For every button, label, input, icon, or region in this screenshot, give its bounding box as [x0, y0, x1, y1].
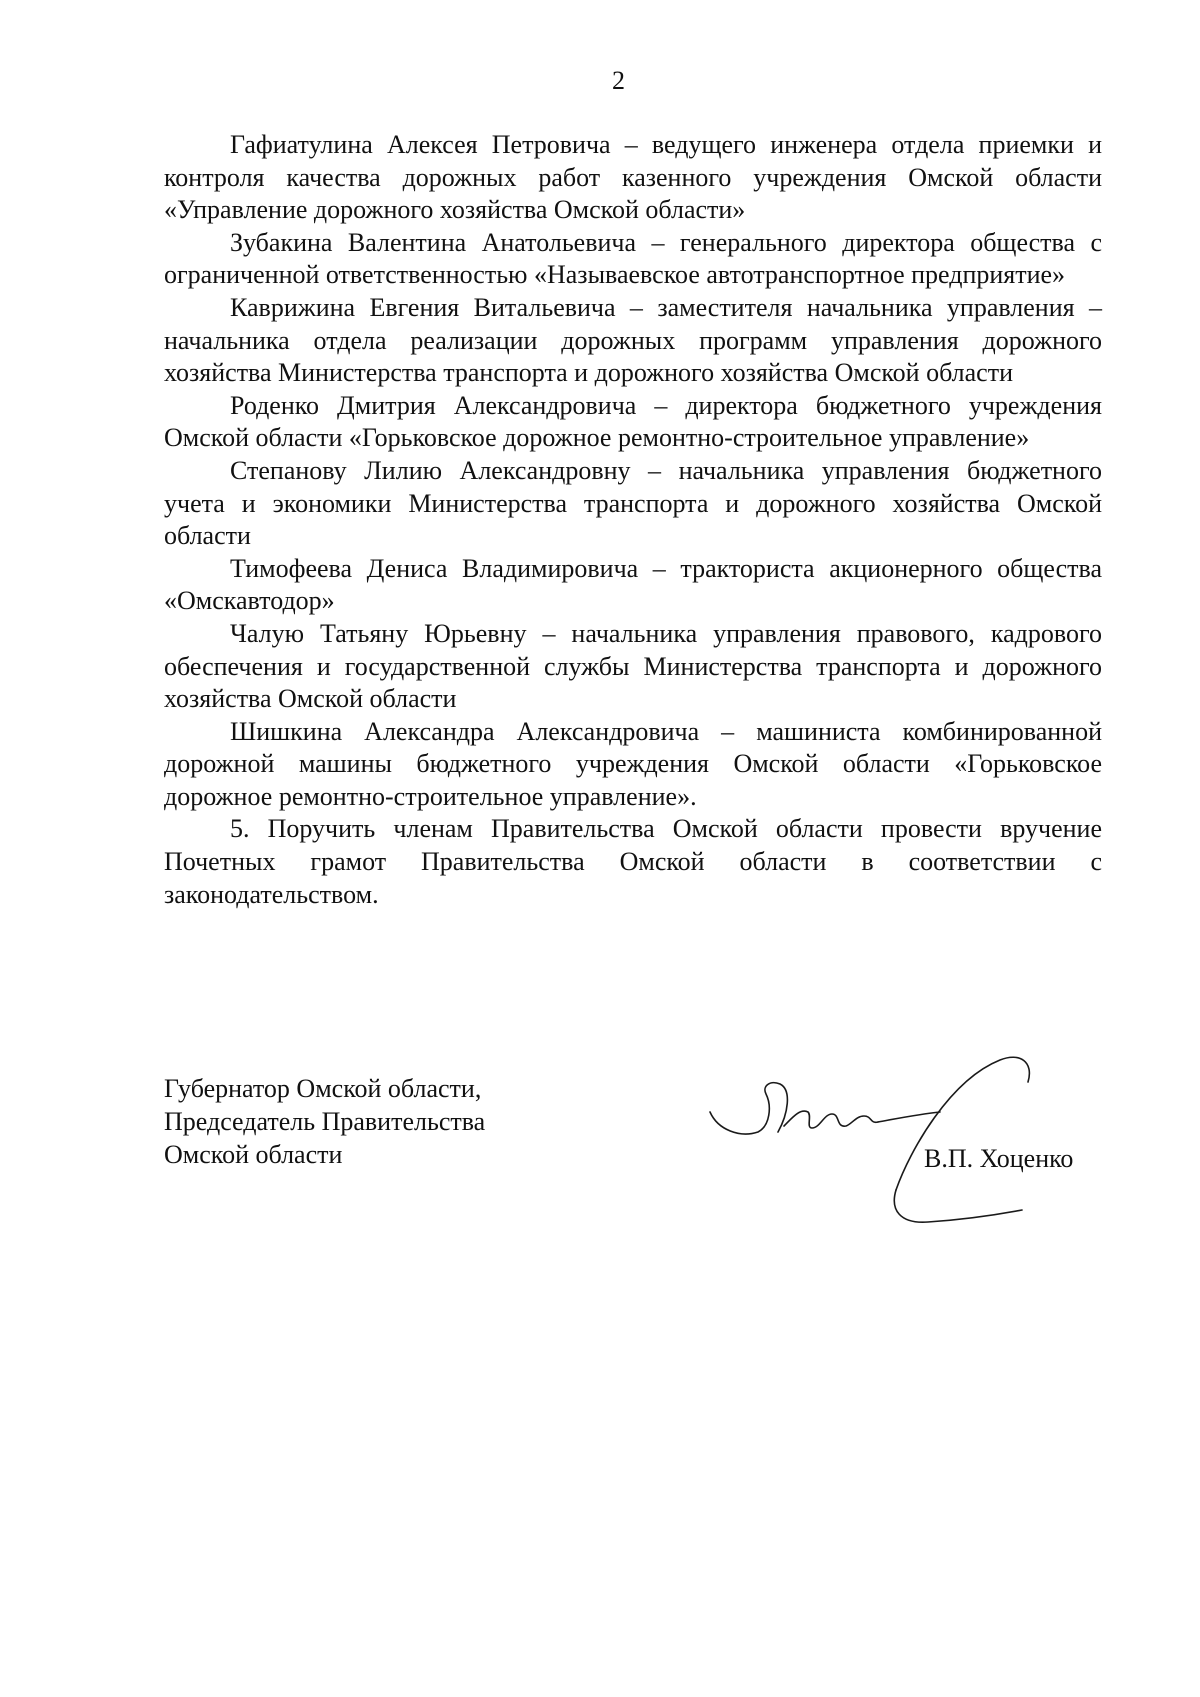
- signatory-title-line: Губернатор Омской области,: [164, 1074, 482, 1103]
- paragraph-timofeev: Тимофеева Дениса Владимировича – тракториста акционерного общества «Омскавтодор»: [164, 553, 1102, 616]
- handwritten-signature: [700, 1040, 1060, 1230]
- signatory-name: В.П. Хоценко: [924, 1144, 1074, 1173]
- paragraph-gafiatulin: Гафиатулина Алексея Петровича – ведущего инженера отдела приемки и контроля качества дорожных работ казенного учреждения Омской области «Управление дорожного хозяйства Омской области»: [164, 130, 1102, 225]
- signatory-title-line: Председатель Правительства: [164, 1107, 486, 1136]
- paragraph-stepanova: Степанову Лилию Александровну – начальника управления бюджетного учета и экономики Министерства транспорта и дорожного хозяйства Омской области: [164, 455, 1102, 551]
- paragraph-chalaya: Чалую Татьяну Юрьевну – начальника управления правового, кадрового обеспечения и государственной службы Министерства транспорта и дорожного хозяйства Омской области: [164, 618, 1102, 714]
- paragraph-zubakin: Зубакина Валентина Анатольевича – генерального директора общества с ограниченной ответственностью «Называевское автотранспортное предприятие»: [164, 227, 1102, 290]
- paragraph-rodenko: Роденко Дмитрия Александровича – директора бюджетного учреждения Омской области «Горьковское дорожное ремонтно-строительное управление»: [164, 390, 1102, 453]
- signatory-title-line: Омской области: [164, 1140, 343, 1169]
- signatory-title: [164, 1072, 485, 1171]
- paragraph-item-5: 5. Поручить членам Правительства Омской области провести вручение Почетных грамот Правительства Омской области в соответствии с законодательством.: [164, 814, 1102, 909]
- document-body: [164, 129, 1102, 911]
- page-number: 2: [612, 66, 625, 95]
- paragraph-kavrizhin: Каврижина Евгения Витальевича – заместителя начальника управления – начальника отдела реализации дорожных программ управления дорожного хозяйства Министерства транспорта и дорожного хозяйства Омской области: [164, 292, 1102, 388]
- paragraph-shishkin: Шишкина Александра Александровича – машиниста комбинированной дорожной машины бюджетного учреждения Омской области «Горьковское дорожное ремонтно-строительное управление».: [164, 716, 1102, 811]
